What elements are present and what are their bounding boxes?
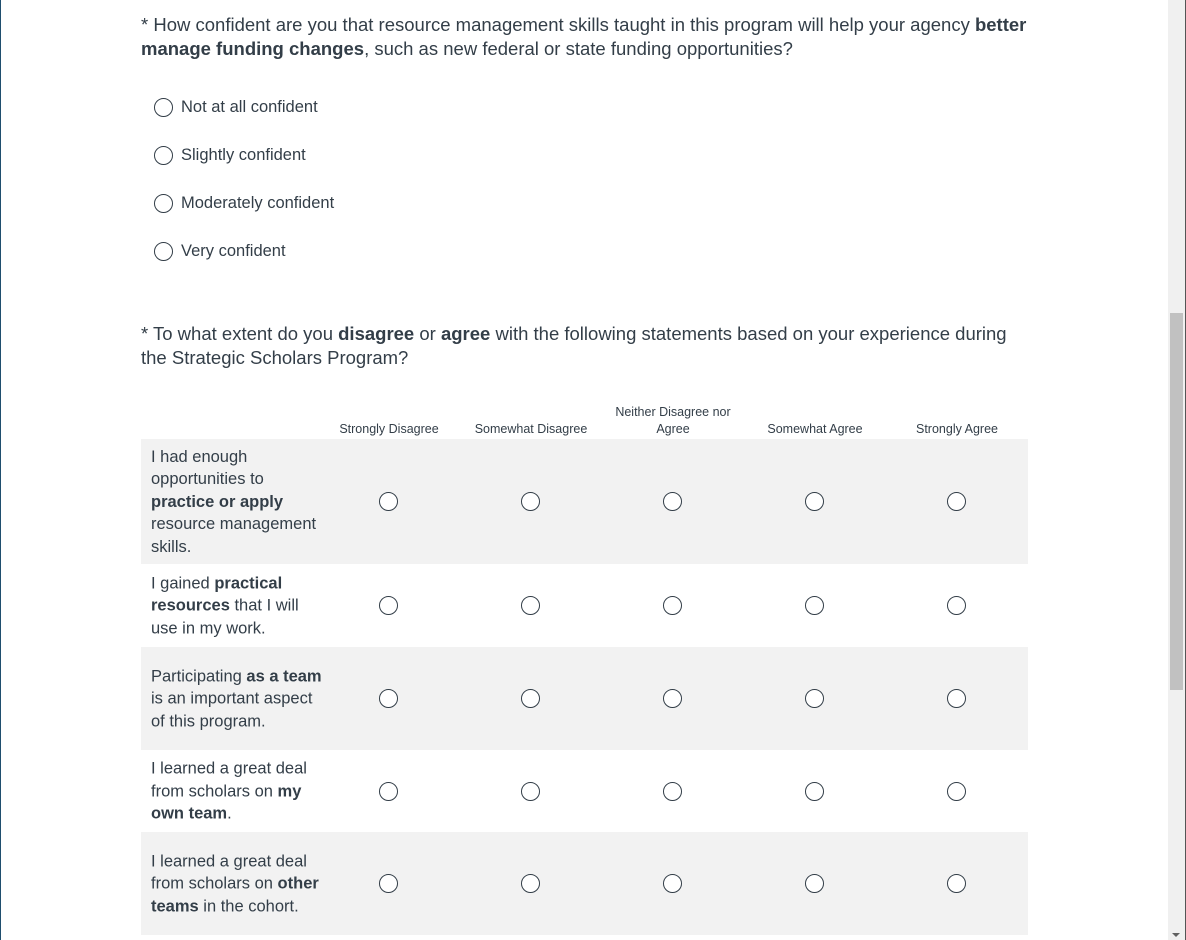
row-text: resource management skills. bbox=[151, 514, 317, 556]
radio-strongly-disagree[interactable] bbox=[379, 596, 398, 615]
radio-somewhat-agree[interactable] bbox=[805, 492, 824, 511]
question-1-text bbox=[141, 13, 1041, 61]
row-emphasis: practical resources bbox=[151, 573, 283, 615]
radio-strongly-agree[interactable] bbox=[947, 492, 966, 511]
radio-icon[interactable] bbox=[154, 242, 173, 261]
question-emphasis: disagree bbox=[338, 323, 415, 344]
radio-somewhat-agree[interactable] bbox=[805, 874, 824, 893]
radio-somewhat-agree[interactable] bbox=[805, 782, 824, 801]
matrix-row bbox=[141, 832, 1028, 935]
column-header: Neither Disagree nor Agree bbox=[615, 405, 731, 436]
question-text: or bbox=[414, 323, 441, 344]
row-text: I gained bbox=[151, 573, 215, 592]
radio-strongly-agree[interactable] bbox=[947, 782, 966, 801]
column-header: Strongly Agree bbox=[916, 422, 998, 436]
row-label bbox=[151, 757, 326, 825]
row-text: Participating bbox=[151, 666, 247, 685]
option-label: Not at all confident bbox=[181, 98, 318, 116]
radio-icon[interactable] bbox=[154, 146, 173, 165]
radio-strongly-disagree[interactable] bbox=[379, 492, 398, 511]
row-emphasis: my own team bbox=[151, 781, 302, 823]
column-header: Strongly Disagree bbox=[339, 422, 439, 436]
question-emphasis: better manage funding changes bbox=[141, 14, 1027, 59]
radio-icon[interactable] bbox=[154, 194, 173, 213]
radio-neither[interactable] bbox=[663, 782, 682, 801]
question-text: * To what extent do you bbox=[141, 323, 339, 344]
matrix-row bbox=[141, 565, 1028, 646]
question-2-text bbox=[141, 322, 1011, 370]
radio-strongly-disagree[interactable] bbox=[379, 874, 398, 893]
row-text: that I will use in my work. bbox=[151, 596, 299, 637]
option-label: Slightly confident bbox=[181, 146, 306, 164]
row-label bbox=[151, 572, 326, 640]
column-header: Somewhat Agree bbox=[767, 422, 863, 436]
radio-strongly-disagree[interactable] bbox=[379, 782, 398, 801]
option-label: Moderately confident bbox=[181, 194, 335, 212]
option-very-confident[interactable] bbox=[154, 242, 286, 261]
radio-strongly-disagree[interactable] bbox=[379, 689, 398, 708]
radio-neither[interactable] bbox=[663, 874, 682, 893]
option-not-at-all-confident[interactable] bbox=[154, 98, 318, 117]
matrix-row bbox=[141, 647, 1028, 750]
row-label bbox=[151, 850, 326, 918]
row-text: . bbox=[227, 804, 232, 823]
radio-somewhat-disagree[interactable] bbox=[521, 596, 540, 615]
radio-somewhat-agree[interactable] bbox=[805, 689, 824, 708]
vertical-scrollbar[interactable] bbox=[1168, 0, 1185, 940]
radio-strongly-agree[interactable] bbox=[947, 596, 966, 615]
row-emphasis: as a team bbox=[246, 666, 322, 685]
matrix-row bbox=[141, 751, 1028, 831]
option-slightly-confident[interactable] bbox=[154, 146, 306, 165]
row-text: I learned a great deal from scholars on bbox=[151, 759, 307, 800]
question-text: , such as new federal or state funding opportunities? bbox=[364, 38, 793, 59]
row-label bbox=[151, 665, 326, 733]
matrix-row bbox=[141, 439, 1028, 564]
radio-somewhat-agree[interactable] bbox=[805, 596, 824, 615]
row-emphasis: other teams bbox=[151, 874, 319, 915]
radio-strongly-agree[interactable] bbox=[947, 689, 966, 708]
radio-somewhat-disagree[interactable] bbox=[521, 874, 540, 893]
row-text: in the cohort. bbox=[198, 896, 299, 915]
option-moderately-confident[interactable] bbox=[154, 194, 334, 213]
row-text: I learned a great deal from scholars on bbox=[151, 851, 307, 893]
question-text: with the following statements based on your experience during the Strategic Scholars Program? bbox=[141, 323, 1007, 368]
column-header: Somewhat Disagree bbox=[474, 422, 588, 436]
question-emphasis: agree bbox=[440, 323, 491, 344]
radio-neither[interactable] bbox=[663, 689, 682, 708]
row-label bbox=[151, 445, 326, 558]
row-emphasis: practice or apply bbox=[151, 492, 284, 511]
radio-strongly-agree[interactable] bbox=[947, 874, 966, 893]
row-text: is an important aspect of this program. bbox=[151, 689, 313, 730]
radio-neither[interactable] bbox=[663, 492, 682, 511]
radio-neither[interactable] bbox=[663, 596, 682, 615]
radio-somewhat-disagree[interactable] bbox=[521, 492, 540, 511]
radio-somewhat-disagree[interactable] bbox=[521, 782, 540, 801]
scroll-down-arrow-icon[interactable] bbox=[1172, 933, 1180, 937]
scrollbar-thumb[interactable] bbox=[1170, 313, 1183, 690]
radio-icon[interactable] bbox=[154, 98, 173, 117]
question-text: * How confident are you that resource management skills taught in this program will help your agency bbox=[141, 14, 975, 35]
row-text: I had enough opportunities to bbox=[151, 447, 264, 488]
radio-somewhat-disagree[interactable] bbox=[521, 689, 540, 708]
option-label: Very confident bbox=[181, 242, 286, 260]
window-border bbox=[0, 0, 1, 940]
